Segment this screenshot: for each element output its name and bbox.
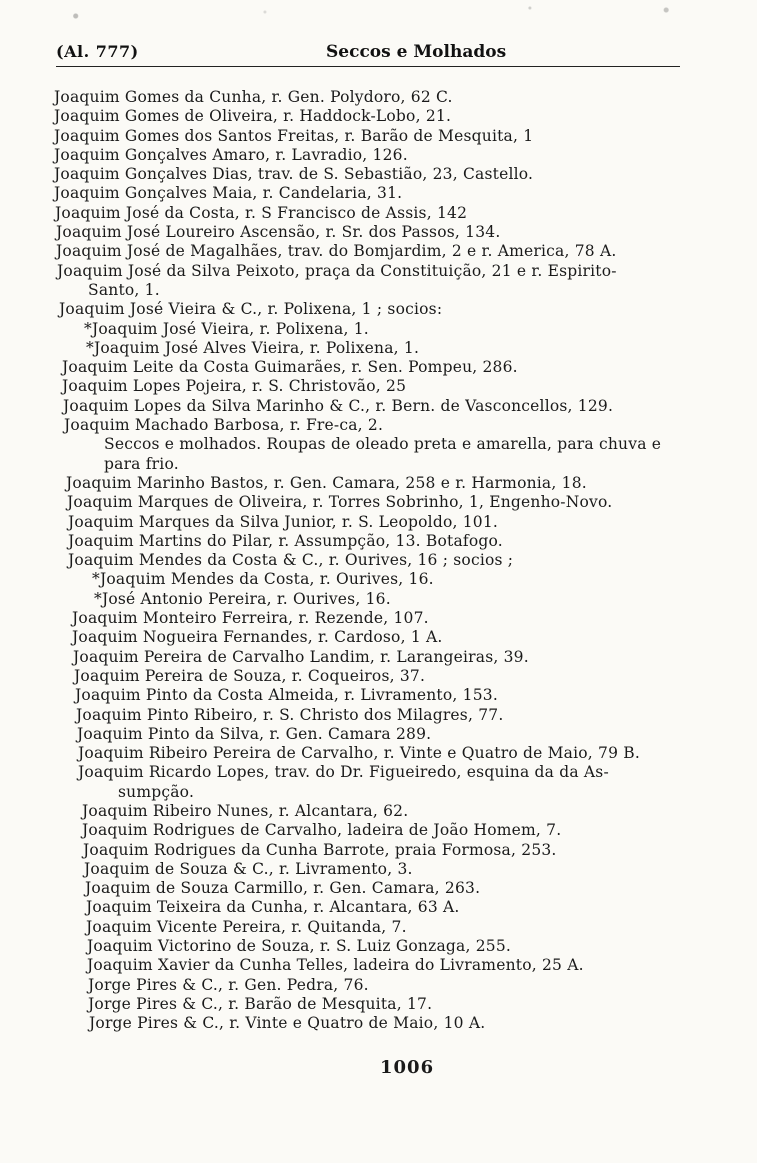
list-item: Jorge Pires & C., r. Barão de Mesquita, 17. — [88, 994, 433, 1013]
header-rule — [56, 66, 680, 67]
list-item: Joaquim Teixeira da Cunha, r. Alcantara, 63 A. — [86, 898, 460, 917]
list-item: Joaquim Ribeiro Pereira de Carvalho, r. Vinte e Quatro de Maio, 79 B. — [78, 744, 641, 763]
list-item: Joaquim José de Magalhães, trav. do Bomjardim, 2 e r. America, 78 A. — [56, 242, 617, 261]
list-item: Joaquim Gonçalves Amaro, r. Lavradio, 126. — [54, 145, 408, 164]
list-item: Joaquim Victorino de Souza, r. S. Luiz Gonzaga, 255. — [87, 937, 512, 956]
list-item: Joaquim de Souza Carmillo, r. Gen. Camara, 263. — [85, 879, 481, 898]
list-item: Joaquim Rodrigues de Carvalho, ladeira de João Homem, 7. — [82, 821, 562, 840]
list-item-partner: *José Antonio Pereira, r. Ourives, 16. — [94, 589, 391, 608]
list-item: Joaquim Vicente Pereira, r. Quitanda, 7. — [86, 917, 407, 936]
list-item: Jorge Pires & C., r. Gen. Pedra, 76. — [88, 975, 369, 994]
list-item: Joaquim José da Silva Peixoto, praça da Constituição, 21 e r. Espirito- — [57, 261, 617, 280]
list-item: Joaquim Ricardo Lopes, trav. do Dr. Figueiredo, esquina da da As- — [78, 763, 609, 782]
scan-noise — [0, 0, 757, 40]
list-item-partner: *Joaquim José Vieira, r. Polixena, 1. — [84, 319, 369, 338]
list-item: Joaquim Gomes dos Santos Freitas, r. Barão de Mesquita, 1 — [54, 126, 534, 145]
page-number: 1006 — [380, 1057, 435, 1078]
list-item-partner: *Joaquim José Alves Vieira, r. Polixena, 1. — [86, 338, 420, 357]
list-item: Joaquim Gomes da Cunha, r. Gen. Polydoro, 62 C. — [54, 88, 453, 106]
list-item: Joaquim Machado Barbosa, r. Fre-ca, 2. — [64, 416, 384, 435]
list-item: Joaquim Gonçalves Maia, r. Candelaria, 31. — [54, 184, 403, 203]
list-item: Joaquim Lopes da Silva Marinho & C., r. Bern. de Vasconcellos, 129. — [63, 396, 614, 415]
running-title: Seccos e Molhados — [326, 42, 507, 62]
page-header — [56, 40, 680, 66]
list-item: Joaquim Rodrigues da Cunha Barrote, praia Formosa, 253. — [83, 840, 557, 859]
list-item: Joaquim Pinto Ribeiro, r. S. Christo dos Milagres, 77. — [76, 705, 504, 724]
list-item: Joaquim Marinho Bastos, r. Gen. Camara, 258 e r. Harmonia, 18. — [66, 473, 587, 492]
list-item: Joaquim Nogueira Fernandes, r. Cardoso, 1 A. — [72, 628, 443, 647]
list-item-continuation: para frio. — [104, 454, 179, 473]
list-item-partner: *Joaquim Mendes da Costa, r. Ourives, 16. — [92, 570, 434, 589]
list-item: Joaquim Ribeiro Nunes, r. Alcantara, 62. — [82, 801, 409, 820]
list-item: Joaquim Pinto da Silva, r. Gen. Camara 289. — [77, 724, 432, 743]
list-item: Joaquim Monteiro Ferreira, r. Rezende, 107. — [72, 609, 429, 628]
list-item-continuation: Santo, 1. — [88, 280, 160, 299]
list-item: Joaquim Gomes de Oliveira, r. Haddock-Lobo, 21. — [54, 107, 452, 126]
list-item: Joaquim Mendes da Costa & C., r. Ourives, 16 ; socios ; — [68, 551, 514, 570]
list-item: Joaquim Marques de Oliveira, r. Torres Sobrinho, 1, Engenho-Novo. — [67, 493, 613, 512]
list-item: Joaquim José Vieira & C., r. Polixena, 1 ; socios: — [59, 300, 443, 319]
list-item-note: Seccos e molhados. Roupas de oleado preta e amarella, para chuva e — [104, 435, 662, 454]
list-item: Jorge Pires & C., r. Vinte e Quatro de Maio, 10 A. — [89, 1014, 486, 1033]
list-item: Joaquim Leite da Costa Guimarães, r. Sen. Pompeu, 286. — [62, 358, 518, 377]
list-item: Joaquim Lopes Pojeira, r. S. Christovão, 25 — [62, 377, 407, 396]
directory-listing — [0, 88, 757, 1034]
list-item: Joaquim Pereira de Carvalho Landim, r. Larangeiras, 39. — [73, 647, 529, 666]
list-item: Joaquim José Loureiro Ascensão, r. Sr. dos Passos, 134. — [56, 223, 501, 242]
list-item: Joaquim Gonçalves Dias, trav. de S. Sebastião, 23, Castello. — [54, 165, 534, 184]
list-item: Joaquim Xavier da Cunha Telles, ladeira do Livramento, 25 A. — [87, 956, 584, 975]
list-item-continuation: sumpção. — [118, 782, 195, 801]
list-item: Joaquim José da Costa, r. S Francisco de Assis, 142 — [55, 203, 468, 222]
list-item: Joaquim Pinto da Costa Almeida, r. Livramento, 153. — [75, 686, 498, 705]
list-item: Joaquim de Souza & C., r. Livramento, 3. — [84, 859, 413, 878]
list-item: Joaquim Pereira de Souza, r. Coqueiros, 37. — [74, 666, 426, 685]
page-tag: (Al. 777) — [56, 42, 139, 61]
list-item: Joaquim Martins do Pilar, r. Assumpção, 13. Botafogo. — [68, 531, 503, 550]
list-item: Joaquim Marques da Silva Junior, r. S. Leopoldo, 101. — [68, 512, 499, 531]
